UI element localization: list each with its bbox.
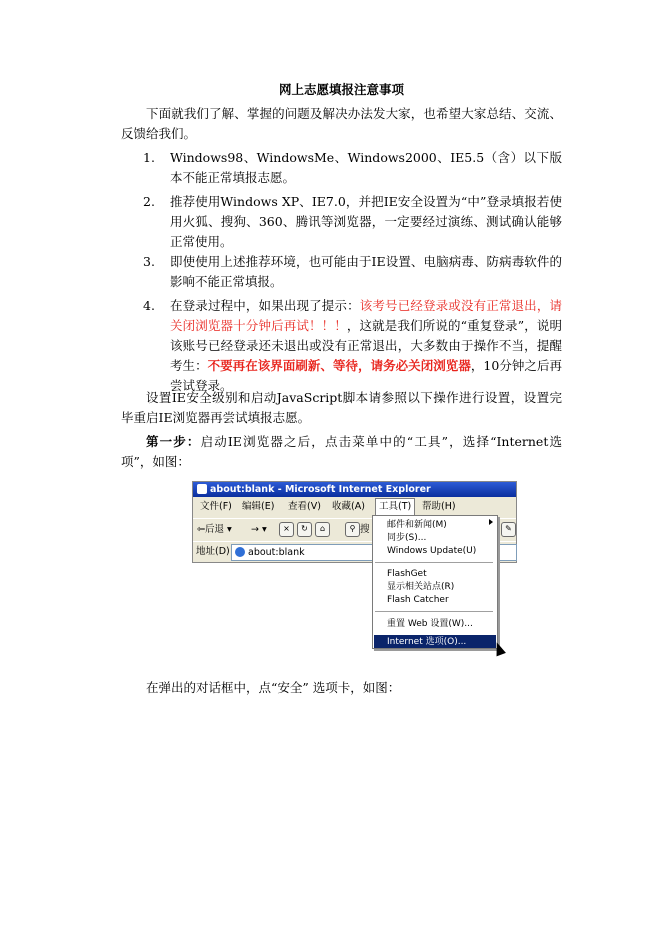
stop-icon: × xyxy=(279,522,294,537)
home-icon: ⌂ xyxy=(315,522,330,537)
menu-item-internet-options[interactable]: Internet 选项(O)... xyxy=(387,637,467,647)
list-text-part: ，10分钟之后再尝试登录。 xyxy=(170,358,562,393)
menu-separator xyxy=(375,611,493,612)
menu-item-flash-catcher[interactable]: Flash Catcher xyxy=(387,595,449,605)
tools-dropdown-menu xyxy=(372,515,498,649)
closing-paragraph: 在弹出的对话框中，点“安全” 选项卡，如图： xyxy=(146,680,401,695)
forward-button[interactable] xyxy=(251,519,267,541)
search-label: 搜 xyxy=(360,524,370,535)
ie-menu-bar xyxy=(193,499,516,515)
search-icon: ⚲ xyxy=(345,522,360,537)
menu-item-reset-web-settings[interactable]: 重置 Web 设置(W)... xyxy=(387,619,473,629)
settings-paragraph: 设置IE安全级别和启动JavaScript脚本请参照以下操作进行设置，设置完毕重启IE浏览器再尝试填报志愿。 xyxy=(121,390,562,425)
menu-tools[interactable]: 工具(T) xyxy=(375,498,415,516)
list-text xyxy=(170,296,562,396)
list-number: 3. xyxy=(143,254,155,269)
menu-help[interactable]: 帮助(H) xyxy=(422,501,456,512)
step1-label: 第一步： xyxy=(146,434,201,449)
ie-title-bar xyxy=(193,482,516,497)
back-label: 后退 xyxy=(204,524,224,535)
window-title: about:blank - Microsoft Internet Explorer xyxy=(210,484,431,495)
menu-item-related-sites[interactable]: 显示相关站点(R) xyxy=(387,582,455,592)
list-text: 推荐使用Windows XP、IE7.0，并把IE安全设置为“中”登录填报若使用火狐、搜狗、360、腾讯等浏览器，一定要经过演练、测试确认能够正常使用。 xyxy=(170,194,562,249)
list-text-part: 在登录过程中，如果出现了提示： xyxy=(170,298,360,313)
forward-arrow-icon: → ▾ xyxy=(251,524,267,535)
list-number: 4. xyxy=(143,298,155,313)
ie-window-icon xyxy=(197,484,207,494)
search-button[interactable] xyxy=(345,519,370,541)
submenu-arrow-icon xyxy=(489,519,493,525)
list-text: 即使使用上述推荐环境，也可能由于IE设置、电脑病毒、防病毒软件的影响不能正常填报。 xyxy=(170,254,562,289)
step1-paragraph xyxy=(121,432,562,472)
address-value: about:blank xyxy=(248,547,305,558)
address-label: 地址(D) xyxy=(196,546,230,557)
back-button[interactable]: ⇦后退 ▾ xyxy=(197,524,232,535)
back-arrow-icon: ⇦ xyxy=(197,524,205,535)
menu-favorites[interactable]: 收藏(A) xyxy=(332,501,365,512)
refresh-icon: ↻ xyxy=(297,522,312,537)
step1-text: 启动IE浏览器之后，点击菜单中的“工具”，选择“Internet选项”，如图： xyxy=(121,434,562,469)
menu-item-mail-news[interactable]: 邮件和新闻(M) xyxy=(387,520,447,530)
refresh-button[interactable] xyxy=(297,519,312,541)
menu-edit[interactable]: 编辑(E) xyxy=(242,501,275,512)
edit-icon: ✎ xyxy=(501,522,516,537)
menu-file[interactable]: 文件(F) xyxy=(200,501,232,512)
ie-page-icon xyxy=(235,547,245,557)
home-button[interactable] xyxy=(315,519,330,541)
menu-item-windows-update[interactable]: Windows Update(U) xyxy=(387,546,477,556)
stop-button[interactable] xyxy=(279,519,294,541)
menu-item-sync[interactable]: 同步(S)... xyxy=(387,533,427,543)
list-text-part: ，这就是我们所说的“重复登录”，说明该账号已经登录还未退出或没有正常退出，大多数由于操作不当，提醒考生： xyxy=(170,318,562,373)
mouse-cursor-icon xyxy=(492,641,506,657)
page-title: 网上志愿填报注意事项 xyxy=(278,82,404,97)
error-message-quote: 该考号已经登录或没有正常退出，请关闭浏览器十分钟后再试！！！ xyxy=(170,298,562,333)
list-number: 1. xyxy=(143,150,155,165)
ie-screenshot xyxy=(192,481,516,659)
list-text: Windows98、WindowsMe、Windows2000、IE5.5（含）以下版本不能正常填报志愿。 xyxy=(170,150,562,185)
list-number: 2. xyxy=(143,194,155,209)
edit-button[interactable] xyxy=(501,519,516,541)
menu-separator xyxy=(375,562,493,563)
warning-emphasis: 不要再在该界面刷新、等待，请务必关闭浏览器 xyxy=(207,358,471,373)
intro-paragraph: 下面就我们了解、掌握的问题及解决办法发大家，也希望大家总结、交流、反馈给我们。 xyxy=(121,106,562,141)
menu-item-flashget[interactable]: FlashGet xyxy=(387,569,427,579)
menu-view[interactable]: 查看(V) xyxy=(288,501,321,512)
